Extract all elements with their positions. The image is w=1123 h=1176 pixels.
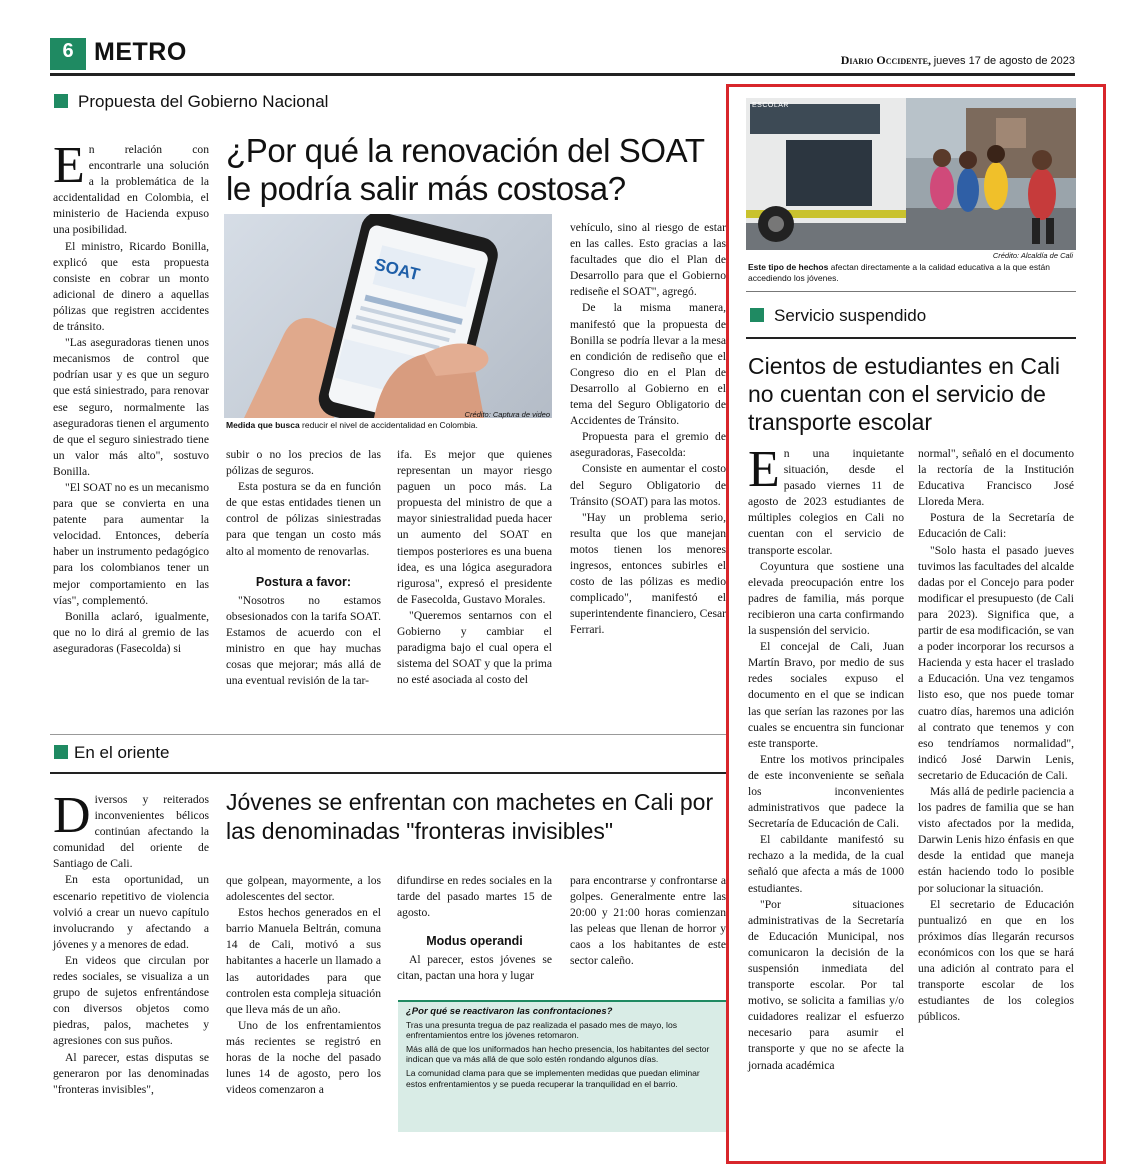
- soat-kicker: Propuesta del Gobierno Nacional: [54, 92, 328, 112]
- oriente-col-1: Diversos y reiterados inconvenientes bélicos continúan afectando la comunidad del oriente de Santiago de Cali. En esta oportunidad, un escenario repetitivo de violencia volvió a crear un nuevo capítulo involucrando y afectando a jóvenes y a menores de edad. En videos que circulan por redes sociales, se visualiza a un grupo de sujetos enfrentándose con diversos objetos como piedras, palos, machetes y agresiones con sus puños. Al parecer, estas disputas se generaron por las denominadas "fronteras invisibles",: [53, 787, 209, 1096]
- phone-in-hand-illustration: [224, 214, 552, 418]
- transporte-kicker: Servicio suspendido: [750, 306, 926, 326]
- soat-col-4: vehículo, sino al riesgo de estar en las calles. Esto gracias a las facultades que dio el Plan de Desarrollo para que el Gobierno rediseñe el SOAT", agregó. De la misma manera, manifestó que la propuesta de Bonilla se podría llevar a la mesa en condición de rediseño que el Congreso dio en el Plan de Desarrollo al Gobierno en el tema del Seguro Obligatorio de Accidentes de Tránsito. Propuesta para el gremio de aseguradoras, Fasecolda: Consiste en aumentar el costo del Seguro Obligatorio de Tránsito (SOAT) para las motos. "Hay un problema serio, resulta que los que manejan motos tienen los menores ingresos, entonces subirles el costo de las pólizas es medio complicado", manifestó el superintendente financiero, Cesar Ferrari.: [570, 221, 726, 637]
- soat-phone-brand: SOAT: [372, 254, 422, 285]
- section-divider: [50, 734, 726, 735]
- oriente-rule: [50, 772, 726, 774]
- section-title: METRO: [94, 38, 187, 66]
- soat-headline: ¿Por qué la renovación del SOAT le podría salir más costosa?: [226, 132, 704, 207]
- transporte-col-1: En una inquietante situación, desde el pasado viernes 11 de agosto de 2023 estudiantes de múltiples colegios en Cali no cuentan con el servicio de transporte escolar. Coyuntura que sostiene una elevada preocupación entre los padres de familia, más porque recibieron una carta confirmando la suspensión del servicio. El concejal de Cali, Juan Martín Bravo, por medio de sus redes sociales expuso el documento en el que se indican las que serían las razones por las cuales se encuentra sin funcionar este transporte. Entre los motivos principales de este inconveniente se señala los inconvenientes administrativos que padece la Secretaría de Educación de Cali. El cabildante manifestó su rechazo a la medida, de la cual señaló que afecta a más de 1000 estudiantes. "Por situaciones administrativas de la Secretaría de Educación Municipal, nos comunicaron la decisión de la suspensión inmediata del transporte escolar. Por tal motivo, se solicita a familias y/o cuidadores realizar el esfuerzo necesario para asumir el transporte y que no se afecte la jornada académica: [748, 441, 904, 1072]
- oriente-kicker: En el oriente: [54, 743, 169, 763]
- soat-col-1: En relación con encontrarle una solución a la problemática de la accidentalidad en Colombia, el ministerio de Hacienda expuso una posibilidad. El ministro, Ricardo Bonilla, explicó que esta propuesta consiste en cobrar un monto adicional de dinero a aquellas pólizas que registren accidentes de tránsito. "Las aseguradoras tienen unos mecanismos de control que podrían usar y es que un seguro que está siniestrado, para renovar ese seguro, normalmente las aseguradoras tienen el argumento de que el seguro siniestrado tiene un valor más alto", sostuvo Bonilla. "El SOAT no es un mecanismo para que se convierta en una patente para aumentar la velocidad. Entonces, debería haber un instrumento pedagógico para los colombianos tener un mejor comportamiento en las vías", complementó. Bonilla aclaró, igualmente, que no lo dirá al gremio de las aseguradoras (Fasecolda) si: [53, 137, 209, 655]
- transporte-rule-top: [746, 291, 1076, 292]
- oriente-sidebar-box: ¿Por qué se reactivaron las confrontaciones? Tras una presunta tregua de paz realizada el pasado mes de mayo, los enfrentamientos entre los jóvenes retomaron. Más allá de que los uniformados han hecho presencia, los habitantes del sector indican que va más allá de que solo estén rondando algunos días. La comunidad clama para que se implementen medidas que puedan eliminar estos enfrentamientos y se pueda recuperar la tranquilidad en el barrio.: [398, 1000, 726, 1132]
- oriente-col-4: para encontrarse y confrontarse a golpes. Generalmente entre las 20:00 y 21:00 horas comienzan las peleas que llenan de horror y caos a los habitantes de este sector caleño.: [570, 874, 726, 968]
- section-square-icon: [54, 745, 68, 759]
- oriente-col-3: difundirse en redes sociales en la tarde del pasado martes 15 de agosto. Modus operandi Al parecer, estos jóvenes se citan, pactan una hora y lugar: [397, 874, 552, 983]
- masthead-date: [841, 53, 1075, 68]
- soat-caption: Medida que busca reducir el nivel de accidentalidad en Colombia.: [226, 420, 478, 430]
- school-bus-illustration: [746, 98, 1076, 250]
- page-number: 6: [62, 40, 74, 62]
- soat-subhead: Postura a favor:: [255, 574, 352, 589]
- section-square-icon: [750, 308, 764, 322]
- oriente-subhead: Modus operandi: [426, 934, 523, 949]
- soat-photo: [224, 214, 552, 418]
- dropcap: E: [53, 137, 85, 194]
- paper-name: Diario Occidente,: [840, 53, 931, 67]
- box-title: ¿Por qué se reactivaron las confrontaciones?: [406, 1006, 613, 1017]
- section-square-icon: [54, 94, 68, 108]
- soat-col-2: subir o no los precios de las pólizas de seguros. Esta postura se da en función de que estas entidades tienen un control de pólizas siniestradas para que tengan un costo más alto al momento de renovarlas. Postura a favor: "Nosotros no estamos obsesionados con la tarifa SOAT. Estamos de acuerdo con el ministro en que hay muchas cosas que mejorar; más allá de una eventual revisión de la tar-: [226, 448, 381, 688]
- soat-photo-credit: Crédito: Captura de video: [464, 410, 550, 419]
- transporte-col-2: normal", señaló en el documento la rectoría de la Institución Educativa Francisco José Lloreda Mera. Postura de la Secretaría de Educación de Cali: "Solo hasta el pasado jueves tuvimos las facultades del alcalde dadas por el Concejo para poder modificar el presupuesto (de Cali para 2023). Significa que, a partir de esa modificación, se van a poder incorporar los recursos a Hacienda y esta hacer el traslado a Educación. Una vez tengamos listo eso, que nos puede tomar cuatro días, haremos una adición al contrato que tenemos y con eso tendríamos normalidad", indicó José Darwin Lenis, secretario de Educación de Cali. Más allá de pedirle paciencia a los padres de familia que se han visto afectados por la medida, Darwin Lenis hizo énfasis en que desde la entidad que maneja están haciendo todo lo posible por solucionar la situación. El secretario de Educación puntualizó en que en los próximos días llegarán recursos económicos con los que se hará una adición al contrato para el transporte escolar de los estudiantes de los colegios públicos.: [918, 447, 1074, 1024]
- school-bus-photo: [746, 98, 1076, 250]
- transporte-caption: Este tipo de hechos afectan directamente a la calidad educativa a la que están accediendo los jóvenes.: [748, 262, 1050, 283]
- oriente-headline: Jóvenes se enfrentan con machetes en Cali por las denominadas "fronteras invisibles": [226, 789, 714, 844]
- transporte-headline: Cientos de estudiantes en Cali no cuentan con el servicio de transporte escolar: [748, 353, 1060, 435]
- issue-date: jueves 17 de agosto de 2023: [933, 55, 1075, 67]
- oriente-col-2: que golpean, mayormente, a los adolescentes del sector. Estos hechos generados en el barrio Manuela Beltrán, comuna 14 de Cali, motivó a sus habitantes a hacerle un llamado a las autoridades para que controlen esta compleja situación que lleva más de un año. Uno de los enfrentamientos más recientes se registró en horas de la noche del pasado lunes 14 de agosto, pero los videos comenzaron a: [226, 874, 381, 1097]
- dropcap: D: [53, 787, 91, 844]
- transporte-rule: [746, 337, 1076, 339]
- soat-col-3: ifa. Es mejor que quienes representan un mayor riesgo paguen un poco más. La propuesta del ministro de que a mayor siniestralidad pueda hacer un aumento del SOAT en tiempos posteriores es una buena idea, es una lógica aseguradora rigurosa", expresó el presidente de Fasecolda, Gustavo Morales. "Queremos sentarnos con el Gobierno y cambiar el paradigma bajo el cual opera el sistema del SOAT y que la prima no esté asociada al costo del: [397, 448, 552, 687]
- dropcap: E: [748, 441, 780, 498]
- header-rule: [50, 73, 1075, 76]
- bus-sign: ESCOLAR: [752, 102, 789, 109]
- transporte-photo-credit: Crédito: Alcaldía de Cali: [992, 251, 1073, 260]
